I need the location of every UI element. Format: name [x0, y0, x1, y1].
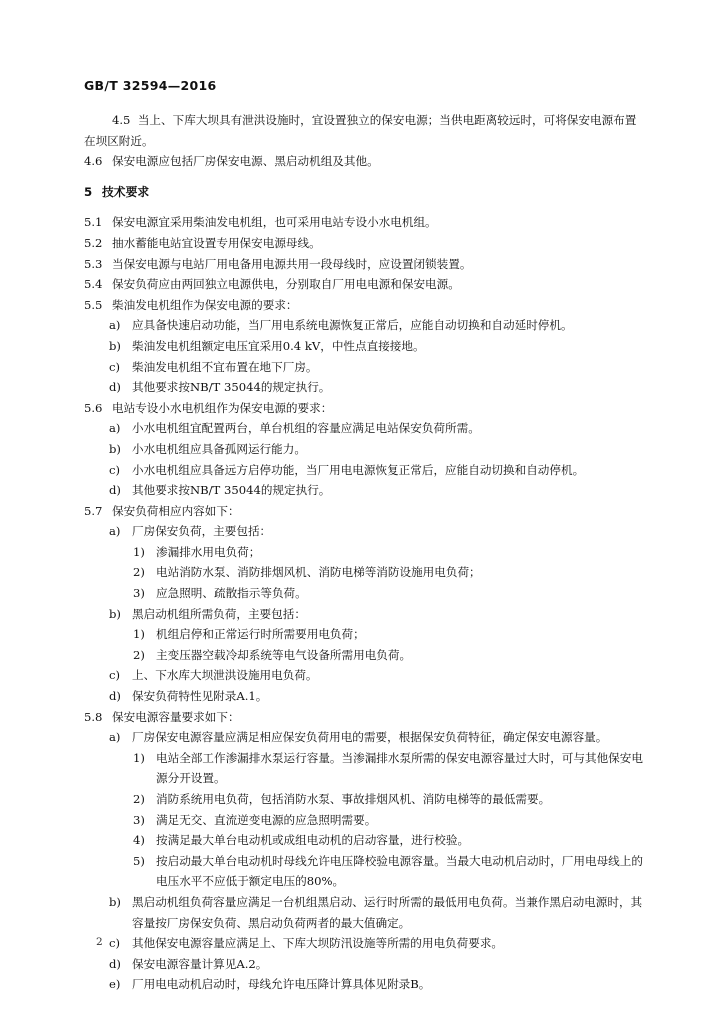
- sub-list-item: [84, 583, 644, 604]
- list-text: 厂房保安负荷，主要包括：: [132, 524, 272, 539]
- clause-text: 保安电源宜采用柴油发电机组，也可采用电站专设小水电机组。: [112, 215, 437, 230]
- sub-list-marker: 3): [133, 586, 145, 601]
- sub-list-item: [84, 748, 644, 789]
- list-text: 厂用电电动机启动时，母线允许电压降计算具体见附录B。: [132, 977, 431, 992]
- list-marker: e): [109, 977, 121, 992]
- list-text: 其他要求按NB/T 35044的规定执行。: [132, 483, 331, 498]
- list-item: [84, 418, 644, 439]
- sub-list-marker: 3): [133, 812, 145, 827]
- list-item: [84, 686, 644, 707]
- clause-number: 5.5: [84, 297, 103, 312]
- list-marker: b): [109, 606, 121, 621]
- sub-list-text: 电站全部工作渗漏排水泵运行容量。当渗漏排水泵所需的保安电源容量过大时，可与其他保安电源分开设置。: [156, 750, 643, 786]
- clause-number: 5.2: [84, 235, 103, 250]
- sub-list-item: [84, 562, 644, 583]
- sub-list-text: 电站消防水泵、消防排烟风机、消防电梯等消防设施用电负荷；: [156, 565, 481, 580]
- sub-list-marker: 1): [133, 544, 145, 559]
- list-text: 小水电机组应具备远方启停功能，当厂用电电源恢复正常后，应能自动切换和自动停机。: [132, 462, 585, 477]
- clause-number: 5.1: [84, 215, 103, 230]
- list-marker: a): [109, 421, 121, 436]
- list-text: 其他保安电源容量应满足上、下库大坝防汛设施等所需的用电负荷要求。: [132, 936, 504, 951]
- list-item: [84, 336, 644, 357]
- sub-list-item: [84, 851, 644, 892]
- list-marker: c): [109, 359, 121, 374]
- sub-list-item: [84, 624, 644, 645]
- sub-list-item: [84, 645, 644, 666]
- list-marker: d): [109, 689, 121, 704]
- sub-list-text: 机组启停和正常运行时所需要用电负荷；: [156, 627, 365, 642]
- sub-list-text: 应急照明、疏散指示等负荷。: [156, 586, 307, 601]
- clause-number: 5.4: [84, 277, 103, 292]
- clause-text: 保安负荷应由两回独立电源供电，分别取自厂用电电源和保安电源。: [112, 277, 460, 292]
- clause-text: 当保安电源与电站厂用电备用电源共用一段母线时，应设置闭锁装置。: [112, 256, 472, 271]
- list-item: [84, 377, 644, 398]
- list-text: 厂房保安电源容量应满足相应保安负荷用电的需要，根据保安负荷特征，确定保安电源容量。: [132, 730, 608, 745]
- clause-text: 保安负荷相应内容如下：: [112, 503, 240, 518]
- sub-list-text: 消防系统用电负荷，包括消防水泵、事故排烟风机、消防电梯等的最低需要。: [156, 792, 551, 806]
- sub-list-marker: 2): [133, 565, 145, 580]
- list-text: 保安电源容量计算见A.2。: [132, 956, 268, 971]
- list-marker: d): [109, 956, 121, 971]
- list-item: [84, 974, 644, 995]
- clause-5-8: [84, 707, 644, 728]
- sub-list-text: 主变压器空载冷却系统等电气设备所需用电负荷。: [156, 647, 412, 662]
- list-text: 其他要求按NB/T 35044的规定执行。: [132, 380, 331, 395]
- sub-list-item: [84, 789, 644, 810]
- list-marker: a): [109, 730, 121, 745]
- clause-5-7: [84, 501, 644, 522]
- sub-list-marker: 4): [133, 833, 145, 848]
- list-marker: b): [109, 894, 121, 909]
- list-item: [84, 480, 644, 501]
- clause-4-6: [84, 151, 644, 172]
- list-item: [84, 954, 644, 975]
- sub-list-marker: 2): [133, 647, 145, 662]
- clause-text: 保安电源应包括厂房保安电源、黑启动机组及其他。: [112, 154, 379, 169]
- clause-number: 5.7: [84, 503, 103, 518]
- list-item: [84, 933, 644, 954]
- sub-list-item: [84, 542, 644, 563]
- list-text: 柴油发电机组不宜布置在地下厂房。: [132, 359, 318, 374]
- list-marker: c): [109, 936, 121, 951]
- list-text: 黑启动机组负荷容量应满足一台机组黑启动、运行时所需的最低用电负荷。当兼作黑启动电源时，其容量按厂房保安负荷、黑启动负荷两者的最大值确定。: [132, 894, 643, 930]
- list-marker: b): [109, 441, 121, 456]
- sub-list-text: 按满足最大单台电动机或成组电动机的启动容量，进行校验。: [156, 833, 470, 848]
- list-text: 小水电机组应具备孤网运行能力。: [132, 441, 306, 456]
- section-number: 5: [84, 184, 93, 199]
- sub-list-item: [84, 810, 644, 831]
- clause-number: 5.6: [84, 400, 103, 415]
- list-marker: a): [109, 318, 121, 333]
- page-number: 2: [96, 936, 103, 948]
- clause-text: 抽水蓄能电站宜设置专用保安电源母线。: [112, 235, 321, 250]
- clause-text: 保安电源容量要求如下：: [112, 709, 240, 724]
- clause-number: 4.5: [112, 113, 131, 127]
- list-item: [84, 315, 644, 336]
- list-item: [84, 439, 644, 460]
- clause-5-1: [84, 212, 644, 233]
- list-item: [84, 604, 644, 625]
- clause-5-4: [84, 274, 644, 295]
- list-item: [84, 892, 644, 933]
- sub-list-text: 按启动最大单台电动机时母线允许电压降校验电源容量。当最大电动机启动时，厂用电母线上的电压水平不应低于额定电压的80%。: [156, 853, 643, 889]
- sub-list-text: 渗漏排水用电负荷；: [156, 544, 261, 559]
- document-body: [84, 110, 644, 995]
- sub-list-marker: 2): [133, 792, 145, 806]
- sub-list-marker: 1): [133, 750, 145, 765]
- list-marker: d): [109, 483, 121, 498]
- sub-list-item: [84, 830, 644, 851]
- clause-5-3: [84, 254, 644, 275]
- clause-text: 电站专设小水电机组作为保安电源的要求：: [112, 400, 333, 415]
- list-marker: c): [109, 668, 121, 683]
- list-item: [84, 357, 644, 378]
- list-item: [84, 521, 644, 542]
- list-item: [84, 665, 644, 686]
- list-marker: b): [109, 338, 121, 353]
- list-item: [84, 460, 644, 481]
- section-title: 技术要求: [102, 184, 150, 199]
- sub-list-marker: 5): [133, 853, 145, 868]
- clause-5-5: [84, 295, 644, 316]
- clause-5-2: [84, 233, 644, 254]
- standard-code-header: GB/T 32594—2016: [84, 78, 217, 93]
- list-text: 保安负荷特性见附录A.1。: [132, 689, 268, 704]
- list-marker: a): [109, 524, 121, 539]
- list-text: 黑启动机组所需负荷，主要包括：: [132, 606, 306, 621]
- clause-number: 4.6: [84, 154, 103, 169]
- list-text: 小水电机组宜配置两台，单台机组的容量应满足电站保安负荷所需。: [132, 421, 480, 436]
- list-marker: d): [109, 380, 121, 395]
- clause-4-5: [84, 110, 644, 151]
- clause-text: 柴油发电机组作为保安电源的要求：: [112, 297, 298, 312]
- clause-text: 当上、下库大坝具有泄洪设施时，宜设置独立的保安电源；当供电距离较远时，可将保安电源布置在坝区附近。: [84, 113, 637, 148]
- list-text: 应具备快速启动功能，当厂用电系统电源恢复正常后，应能自动切换和自动延时停机。: [132, 318, 573, 333]
- section-heading-5: [84, 182, 644, 203]
- sub-list-text: 满足无交、直流逆变电源的应急照明需要。: [156, 812, 377, 827]
- list-marker: c): [109, 462, 121, 477]
- clause-number: 5.3: [84, 256, 103, 271]
- list-text: 柴油发电机组额定电压宜采用0.4 kV，中性点直接接地。: [132, 338, 425, 353]
- list-text: 上、下水库大坝泄洪设施用电负荷。: [132, 668, 318, 683]
- list-item: [84, 727, 644, 748]
- clause-5-6: [84, 398, 644, 419]
- sub-list-marker: 1): [133, 627, 145, 642]
- clause-number: 5.8: [84, 709, 103, 724]
